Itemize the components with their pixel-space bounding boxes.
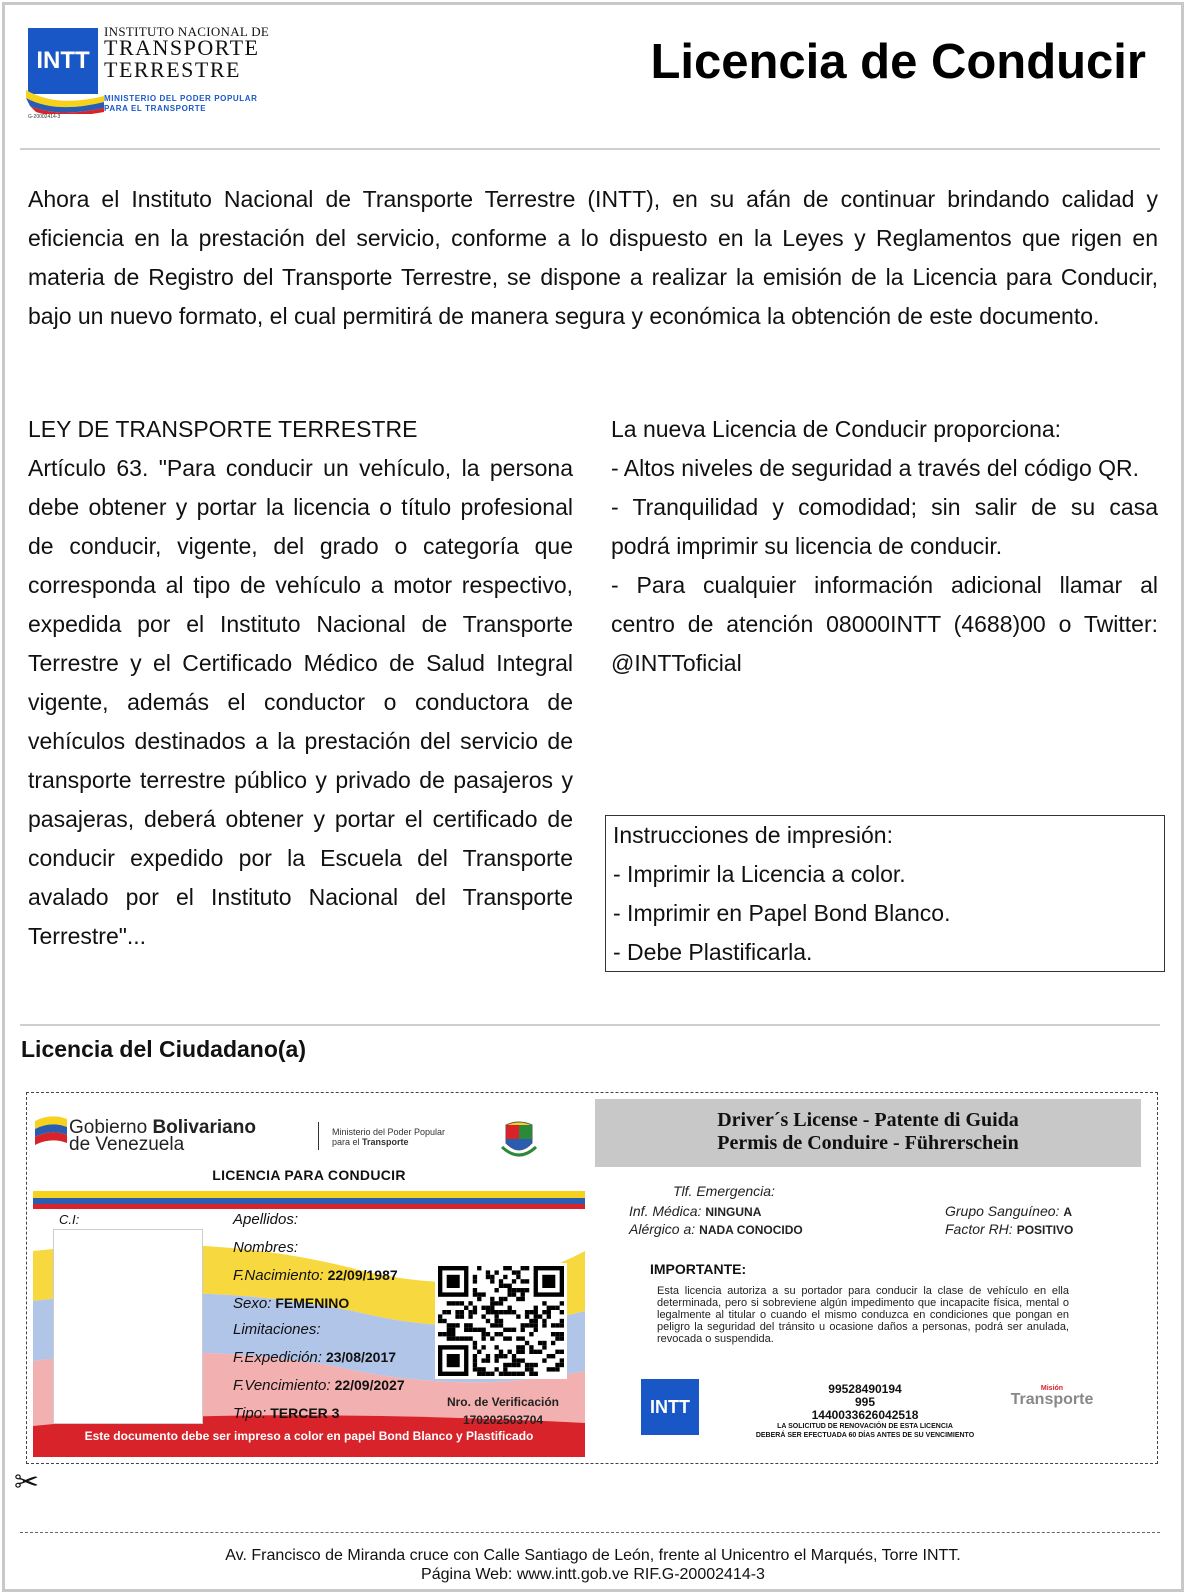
license-front (33, 1099, 585, 1457)
field-vencimiento: F.Vencimiento: 22/09/2027 (233, 1377, 405, 1394)
field-medical: Inf. Médica: NINGUNA (629, 1203, 762, 1219)
license-footer-note: Este documento debe ser impreso a color en papel Bond Blanco y Plastificado (84, 1429, 534, 1443)
license-back-heading: Driver´s License - Patente di Guida Permis de Conduire - Führerschein (595, 1099, 1141, 1167)
print-instruction-item: - Debe Plastificarla. (613, 939, 813, 965)
field-nombres: Nombres: (233, 1239, 299, 1256)
print-instructions-box (605, 815, 1165, 972)
field-rh-factor: Factor RH: POSITIVO (945, 1221, 1074, 1237)
mision-transporte-logo: Misión Transporte (1010, 1385, 1094, 1408)
field-nacimiento: F.Nacimiento: 22/09/1987 (233, 1267, 398, 1284)
license-back (595, 1099, 1151, 1457)
logo-line-1: INSTITUTO NACIONAL DE (104, 24, 270, 39)
verification-number: 170202503704 (462, 1413, 544, 1427)
field-blood-group: Grupo Sanguíneo: A (945, 1203, 1073, 1219)
intt-logo-box: INTT (28, 28, 98, 94)
code-3: 1440033626042518 (811, 1408, 919, 1422)
cut-line (20, 1532, 1160, 1533)
important-title: IMPORTANTE: (650, 1261, 747, 1277)
field-limitaciones: Limitaciones: (233, 1321, 321, 1338)
field-allergic: Alérgico a: NADA CONOCIDO (629, 1221, 803, 1237)
license-cut-area (26, 1092, 1158, 1464)
intt-small-logo: INTT (641, 1379, 699, 1435)
field-emergency: Tlf. Emergencia: (673, 1183, 775, 1199)
features-column (611, 410, 1158, 683)
logo-ministry: MINISTERIO DEL PODER POPULAR PARA EL TRANSPORTE (104, 94, 258, 113)
gobierno-bolivariano-logo: Gobierno Bolivariano de Venezuela (69, 1117, 256, 1155)
field-expedicion: F.Expedición: 23/08/2017 (233, 1349, 397, 1366)
flag-swoosh-icon (26, 86, 104, 114)
important-text: Esta licencia autoriza a su portador para conducir la clase de vehículo en ella determinada, pero si sobreviene algún impedimento que incapacite física, mental o legalmente al titular o cuando el mismo conduzca en condiciones que pongan en peligro la seguridad del tránsito u ocasione daños a personas, podrá ser anulada, revocada o suspendida. (657, 1285, 1069, 1345)
feature-item: - Altos niveles de seguridad a través del código QR. (611, 455, 1140, 481)
scissors-icon: ✂ (14, 1465, 40, 1500)
license-codes (735, 1383, 995, 1440)
code-2: 995 (854, 1395, 876, 1409)
law-column (28, 410, 573, 956)
field-apellidos: Apellidos: (233, 1211, 299, 1228)
ci-label: C.I: (59, 1212, 80, 1227)
feature-item: - Para cualquier información adicional llamar al centro de atención 08000INTT (4688)00 o Twitter: @INTToficial (611, 572, 1158, 676)
law-article: Artículo 63. "Para conducir un vehículo, la persona debe obtener y portar la licencia o título profesional de conducir, vigente, del grado o categoría que corresponda al tipo de vehículo a motor respectivo, expedida por el Instituto Nacional de Transporte Terrestre y el Certificado Médico de Salud Integral vigente, además el conductor o conductora de vehículos destinados a la prestación del servicio de transporte terrestre público y privado de pasajeros y pasajeras, deberá obtener y portar el certificado de conducir expedido por la Escuela del Transporte avalado por el Instituto Nacional del Transporte Terrestre"... (28, 455, 573, 949)
footer-address: Av. Francisco de Miranda cruce con Calle Santiago de León, frente al Unicentro el Marqués, Torre INTT. Página Web: www.intt.gob.ve RIF.G-20002414-3 (225, 1547, 961, 1583)
intro-paragraph: Ahora el Instituto Nacional de Transporte Terrestre (INTT), en su afán de continuar brindando calidad y eficiencia en la prestación del servicio, conforme a lo dispuesto en la Leyes y Reglamentos que rigen en materia de Registro del Transporte Terrestre, se dispone a realizar la emisión de la Licencia para Conducir, bajo un nuevo formato, el cual permitirá de manera segura y económica la obtención de este documento. (28, 186, 1158, 329)
header-divider (20, 148, 1160, 150)
field-tipo: Tipo: TERCER 3 (233, 1405, 340, 1422)
feature-item: - Tranquilidad y comodidad; sin salir de su casa podrá imprimir su licencia de conducir. (611, 494, 1158, 559)
logo-line-2: TRANSPORTE TERRESTRE (104, 35, 260, 82)
logo-separator (318, 1122, 319, 1150)
print-instructions-heading: Instrucciones de impresión: (613, 822, 893, 848)
qr-code-icon (435, 1263, 567, 1379)
coat-of-arms-icon (498, 1117, 540, 1161)
print-instruction-item: - Imprimir en Papel Bond Blanco. (613, 900, 951, 926)
renewal-note-1: LA SOLICITUD DE RENOVACIÓN DE ESTA LICENCIA (777, 1423, 953, 1430)
section-title: Licencia del Ciudadano(a) (21, 1036, 306, 1062)
logo-rif: G-20002414-3 (28, 114, 61, 120)
intt-logo (26, 24, 286, 124)
code-1: 99528490194 (828, 1382, 902, 1396)
field-sexo: Sexo: FEMENINO (233, 1295, 350, 1312)
verification-label: Nro. de Verificación (446, 1395, 560, 1409)
law-heading: LEY DE TRANSPORTE TERRESTRE (28, 416, 418, 442)
venezuela-flag-icon (33, 1113, 69, 1147)
ministry-label: Ministerio del Poder Popular para el Transporte (332, 1127, 446, 1147)
features-heading: La nueva Licencia de Conducir proporciona: (611, 416, 1062, 442)
section-divider (20, 1024, 1160, 1026)
page-title: Licencia de Conducir (650, 35, 1146, 89)
renewal-note-2: DEBERÁ SER EFECTUADA 60 DÍAS ANTES DE SU VENCIMIENTO (755, 1432, 975, 1439)
license-label: LICENCIA PARA CONDUCIR (212, 1167, 406, 1183)
photo-placeholder (53, 1229, 203, 1424)
print-instruction-item: - Imprimir la Licencia a color. (613, 861, 906, 887)
